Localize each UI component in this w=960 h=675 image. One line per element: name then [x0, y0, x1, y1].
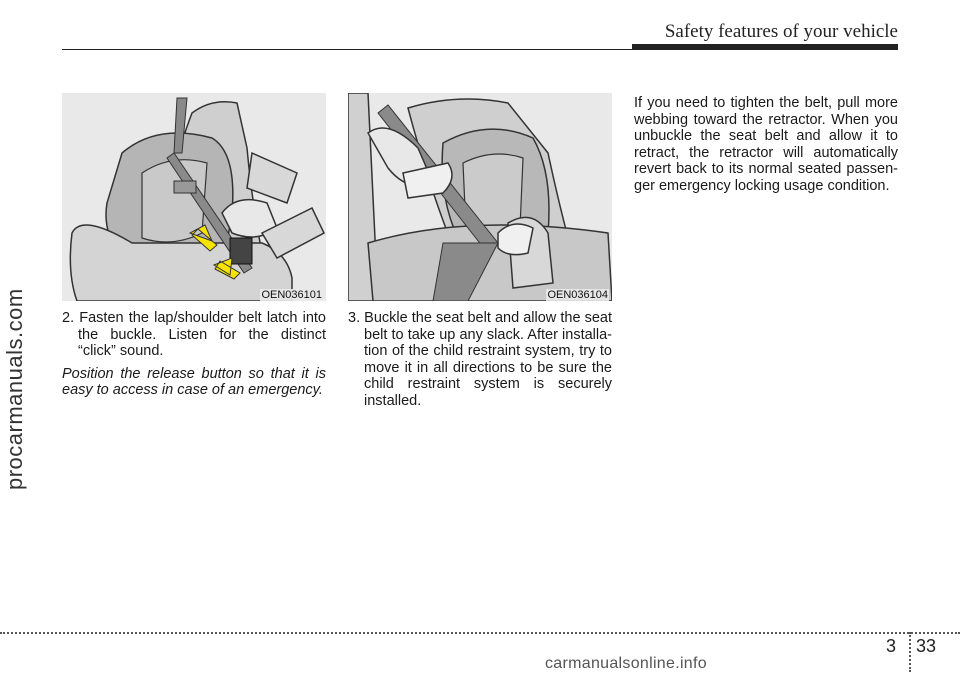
bottom-watermark: carmanualsonline.info	[545, 655, 707, 672]
footer-rule	[0, 632, 960, 634]
instruction-paragraph: If you need to tighten the belt, pull more webbing toward the retractor. When you unbuckle the seat belt and allow it to retract, the retractor will automatically revert back to its normal seated passen- ger emergency locking usage condition.	[634, 95, 898, 194]
header-rule-accent	[632, 44, 898, 50]
figure-tighten	[348, 93, 612, 301]
figure-buckle	[62, 93, 326, 301]
instruction-note: Position the release button so that it is easy to access in case of an emergency.	[62, 365, 326, 398]
figure-code: OEN036104	[547, 289, 608, 301]
column-3-text	[634, 95, 898, 194]
instruction-step-3: 3. Buckle the seat belt and allow the seat belt to take up any slack. After installa- tion of the child restraint system, try to move it in all directions to be sure the child restraint system is securely installed.	[348, 310, 612, 409]
instruction-step-2: 2. Fasten the lap/shoulder belt latch into the buckle. Listen for the distinct “click” sound.	[62, 310, 326, 359]
column-1-text	[62, 310, 326, 399]
child-seat-buckle-illustration	[62, 93, 326, 301]
page-header-title: Safety features of your vehicle	[664, 21, 898, 42]
side-watermark: procarmanuals.com	[2, 288, 27, 490]
figure-code: OEN036101	[261, 289, 322, 301]
chapter-number: 3	[886, 636, 897, 656]
page-number-separator	[909, 632, 911, 672]
column-2-text	[348, 310, 612, 409]
child-seat-tighten-belt-illustration	[348, 93, 612, 301]
page-number: 33	[916, 636, 937, 656]
